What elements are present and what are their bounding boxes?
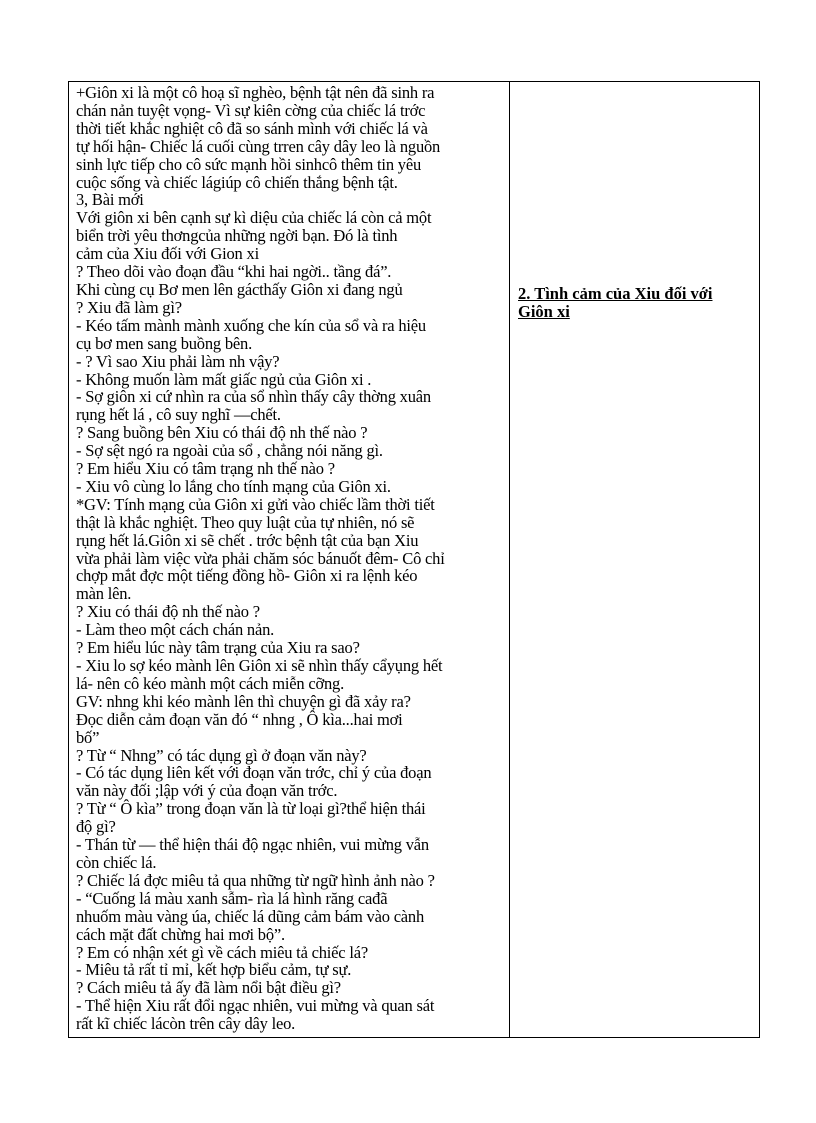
text-line: - Sợ sệt ngó ra ngoài của sổ , chẳng nói năng gì. [76,441,383,461]
text-line: chợp mắt đợc một tiếng đồng hồ- Giôn xi ra lệnh kéo [76,566,418,586]
text-line: - ? Vì sao Xiu phải làm nh vậy? [76,351,280,371]
text-line: ? Xiu có thái độ nh thế nào ? [76,602,260,622]
text-line: rất kĩ chiếc lácòn trên cây dây leo. [76,1014,296,1034]
text-line: lá- nên cô kéo mành một cách miễn cỡng. [76,673,345,693]
text-line: ? Từ “ Ô kìa” trong đoạn văn là từ loại gì?thể hiện thái [76,799,426,819]
text-line: - Không muốn làm mất giấc ngủ của Giôn xi . [76,369,372,389]
text-line: ? Em hiểu Xiu có tâm trạng nh thế nào ? [76,459,335,479]
text-line: cách mặt đất chừng hai mơi bộ”. [76,924,285,944]
text-line: cảm của Xiu đối với Gion xi [76,244,259,264]
text-line: màn lên. [76,584,132,604]
text-line: +Giôn xi là một cô hoạ sĩ nghèo, bệnh tật nên đã sinh ra [76,83,435,102]
text-line: ? Theo dõi vào đoạn đầu “khi hai ngời.. tầng đá”. [76,262,392,282]
text-line: - Sợ giôn xi cứ nhìn ra của sổ nhìn thấy cây thờng xuân [76,387,431,407]
text-line: cuộc sống và chiếc lágiúp cô chiến thắng bệnh tật. [76,172,398,192]
text-line: - “Cuống lá màu xanh sẫm- rìa lá hình răng cađã [76,888,388,908]
text-line: còn chiếc lá. [76,852,157,872]
section-heading-line: Giôn xi [518,301,570,321]
text-line: cụ bơ men sang buồng bên. [76,333,253,353]
text-line: ? Em hiểu lúc này tâm trạng của Xiu ra sao? [76,638,360,658]
text-line: Với giôn xi bên cạnh sự kì diệu của chiếc lá còn cả một [76,208,432,228]
text-line: - Kéo tấm mành mành xuống che kín của sổ và ra hiệu [76,315,426,335]
lesson-content-column [69,82,510,1037]
text-line: GV: nhng khi kéo mành lên thì chuyện gì đã xảy ra? [76,691,411,711]
text-line: Khi cùng cụ Bơ men lên gácthấy Giôn xi đang ngủ [76,279,403,299]
text-line: thời tiết khắc nghiệt cô đã so sánh mình với chiếc lá và [76,118,428,138]
text-line: - Có tác dụng liên kết với đoạn văn trớc, chỉ ý của đoạn [76,763,432,783]
text-line: độ gì? [76,817,116,837]
text-line: biển trời yêu thơngcủa những ngời bạn. Đó là tình [76,226,398,246]
text-line: ? Xiu đã làm gì? [76,297,182,317]
text-line: văn này đối ;lập với ý của đoạn văn trớc. [76,781,338,801]
text-line: thật là khắc nghiệt. Theo quy luật của tự nhiên, nó sẽ [76,512,415,532]
text-line: *GV: Tính mạng của Giôn xi gửi vào chiếc lầm thời tiết [76,494,435,514]
text-line: ? Từ “ Nhng” có tác dụng gì ở đoạn văn này? [76,745,367,765]
text-line: tự hối hận- Chiếc lá cuối cùng trren cây dây leo là nguồn [76,136,441,156]
lesson-table [68,81,760,1038]
text-line: bố” [76,727,100,747]
text-line: Đọc diễn cảm đoạn văn đó “ nhng , Ô kìa...hai mơi [76,709,403,729]
section-heading [518,285,754,321]
text-line: chán nản tuyệt vọng- Vì sự kiên cờng của chiếc lá trớc [76,100,426,120]
text-line: rụng hết lá , cô suy nghĩ —chết. [76,405,281,425]
text-line: ? Cách miêu tả ấy đã làm nổi bật điều gì? [76,978,341,998]
text-line: - Thán từ — thể hiện thái độ ngạc nhiên, vui mừng vẫn [76,835,429,855]
text-line: vừa phải làm việc vừa phải chăm sóc bánuốt đêm- Cô chỉ [76,548,445,568]
text-line: ? Sang buồng bên Xiu có thái độ nh thế nào ? [76,423,368,443]
text-line: - Xiu vô cùng lo lắng cho tính mạng của Giôn xi. [76,476,391,496]
text-line: - Làm theo một cách chán nản. [76,620,275,640]
text-line: nhuốm màu vàng úa, chiếc lá dũng cảm bám vào cành [76,906,425,926]
text-line: rụng hết lá.Giôn xi sẽ chết . trớc bệnh tật của bạn Xiu [76,530,419,550]
text-line: sinh lực tiếp cho cô sức mạnh hồi sinhcô thêm tin yêu [76,154,422,174]
text-line: ? Chiếc lá đợc miêu tả qua những từ ngữ hình ảnh nào ? [76,870,435,890]
text-line: - Thể hiện Xiu rất đổi ngạc nhiên, vui mừng và quan sát [76,996,435,1016]
section-heading-line: 2. Tình cảm của Xiu đối với [518,284,713,303]
text-line: ? Em có nhận xét gì về cách miêu tả chiếc lá? [76,942,368,962]
text-line: - Xiu lo sợ kéo mành lên Giôn xi sẽ nhìn thấy cẩyụng hết [76,656,443,675]
text-line: - Miêu tả rất tỉ mỉ, kết hợp biểu cảm, tự sự. [76,960,352,980]
notes-column [510,82,759,1037]
text-line: 3, Bài mới [76,190,144,210]
